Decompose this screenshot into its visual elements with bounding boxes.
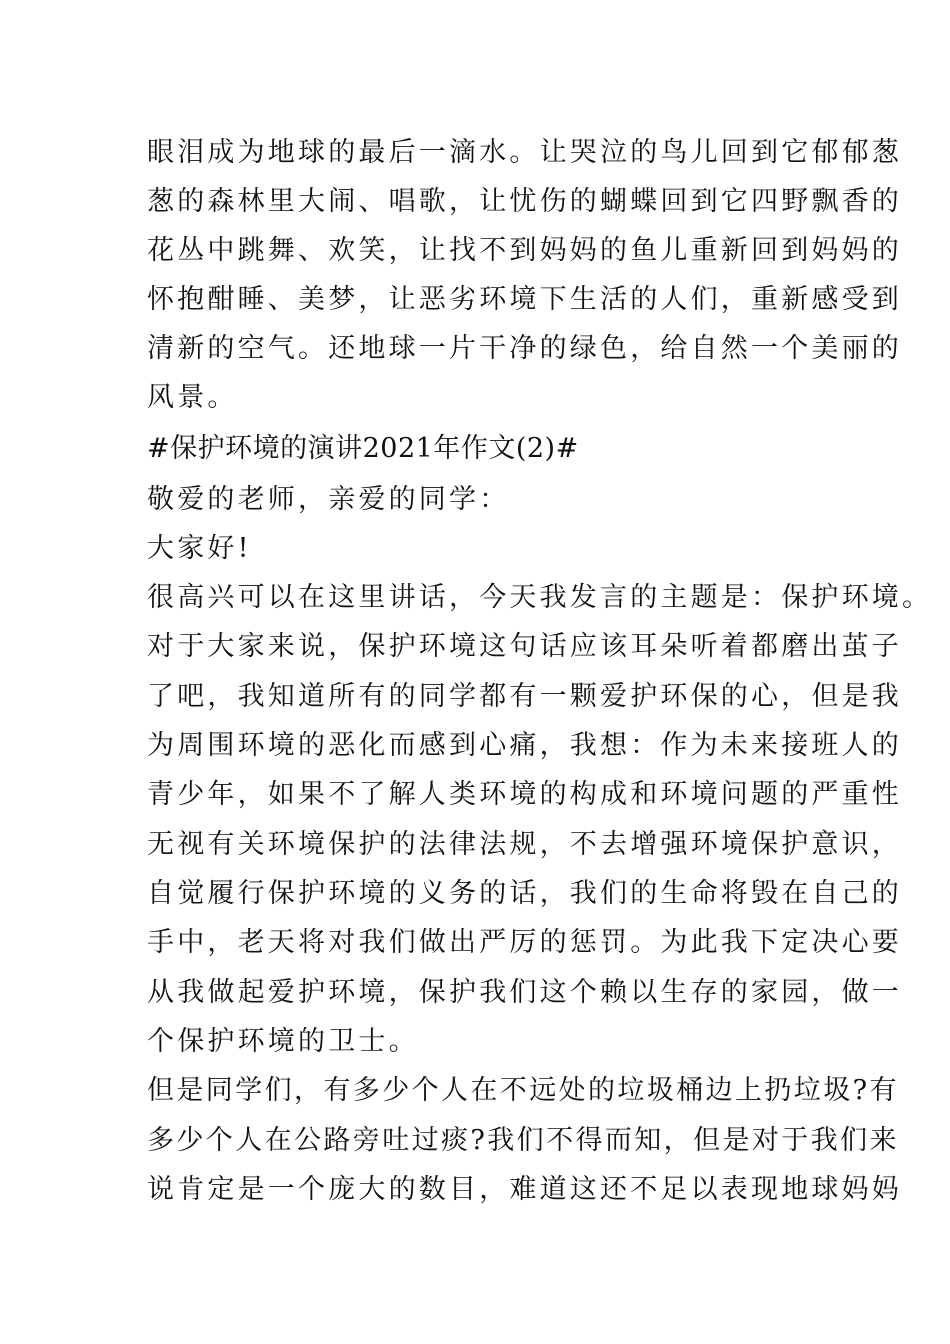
text-line: 为周围环境的恶化而感到心痛，我想：作为未来接班人的 bbox=[147, 730, 902, 761]
text-line: 风景。 bbox=[147, 382, 238, 413]
text-line: 很高兴可以在这里讲话，今天我发言的主题是：保护环境。 bbox=[147, 582, 933, 613]
text-line: 对于大家来说，保护环境这句话应该耳朵听着都磨出茧子 bbox=[147, 631, 902, 662]
text-line: 手中，老天将对我们做出严厉的惩罚。为此我下定决心要 bbox=[147, 927, 902, 958]
text-line: 眼泪成为地球的最后一滴水。让哭泣的鸟儿回到它郁郁葱 bbox=[147, 137, 902, 168]
text-line: 自觉履行保护环境的义务的话，我们的生命将毁在自己的 bbox=[147, 878, 902, 909]
text-line: 怀抱酣睡、美梦，让恶劣环境下生活的人们，重新感受到 bbox=[147, 284, 902, 315]
text-line: 多少个人在公路旁吐过痰?我们不得而知，但是对于我们来 bbox=[147, 1125, 899, 1156]
text-line: 个保护环境的卫士。 bbox=[147, 1026, 419, 1057]
section-heading: #保护环境的演讲2021年作文(2)# bbox=[147, 433, 579, 464]
text-line: 无视有关环境保护的法律法规，不去增强环境保护意识， bbox=[147, 829, 902, 860]
text-line: 但是同学们，有多少个人在不远处的垃圾桶边上扔垃圾?有 bbox=[147, 1075, 899, 1106]
text-line: 葱的森林里大闹、唱歌，让忧伤的蝴蝶回到它四野飘香的 bbox=[147, 186, 902, 217]
text-line: 花丛中跳舞、欢笑，让找不到妈妈的鱼儿重新回到妈妈的 bbox=[147, 235, 902, 266]
greeting: 大家好! bbox=[147, 533, 252, 564]
salutation: 敬爱的老师，亲爱的同学： bbox=[147, 484, 510, 515]
text-line: 了吧，我知道所有的同学都有一颗爱护环保的心，但是我 bbox=[147, 681, 902, 712]
text-line: 青少年，如果不了解人类环境的构成和环境问题的严重性 bbox=[147, 779, 902, 810]
text-line: 清新的空气。还地球一片干净的绿色，给自然一个美丽的 bbox=[147, 333, 902, 364]
text-line: 从我做起爱护环境，保护我们这个赖以生存的家园，做一 bbox=[147, 977, 902, 1008]
text-line: 说肯定是一个庞大的数目，难道这还不足以表现地球妈妈 bbox=[147, 1174, 902, 1205]
